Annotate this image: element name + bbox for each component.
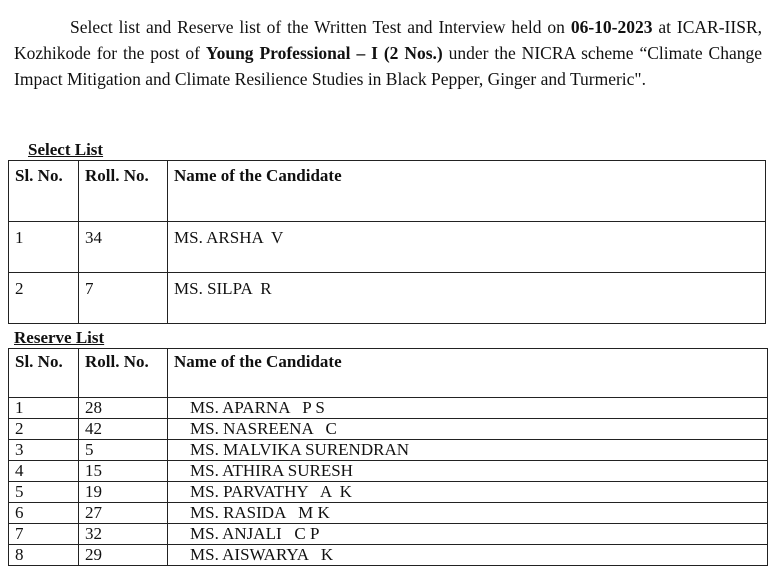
table-row [9,524,768,545]
cell-roll: 29 [79,545,168,566]
table-row [9,398,768,419]
cell-name: MS. ATHIRA SURESH [168,461,768,482]
cell-sl: 6 [9,503,79,524]
cell-name: MS. ARSHA V [168,222,766,273]
select-header-row [9,161,766,222]
cell-sl: 2 [9,419,79,440]
cell-name: MS. RASIDA M K [168,503,768,524]
reserve-list-caption: Reserve List [14,328,105,347]
table-row [9,482,768,503]
cell-roll: 5 [79,440,168,461]
table-row [9,222,766,273]
header-candidate-name: Name of the Candidate [168,349,768,398]
cell-sl: 1 [9,398,79,419]
reserve-list-table [8,348,768,566]
cell-roll: 27 [79,503,168,524]
cell-name: MS. SILPA R [168,273,766,324]
cell-name: MS. ANJALI C P [168,524,768,545]
reserve-header-row [9,349,768,398]
select-list-caption: Select List [28,140,104,159]
cell-sl: 1 [9,222,79,273]
header-sl-no: Sl. No. [9,161,79,222]
table-row [9,419,768,440]
header-roll-no: Roll. No. [79,161,168,222]
cell-roll: 32 [79,524,168,545]
table-row [9,503,768,524]
intro-text-3: under the NICRA scheme “Climate Change Impact Mitigation and Climate Resilience Studies in Black Pepper, Ginger and Turmeric". [14,43,763,89]
cell-roll: 28 [79,398,168,419]
header-candidate-name: Name of the Candidate [168,161,766,222]
table-row [9,440,768,461]
header-sl-no: Sl. No. [9,349,79,398]
interview-date: 06-10-2023 [570,17,653,37]
table-row [9,461,768,482]
intro-text-2: at ICAR-IISR, Kozhikode for the post of [14,17,762,63]
intro-text-1: Select list and Reserve list of the Written Test and Interview held on [70,17,571,37]
cell-roll: 7 [79,273,168,324]
post-name: Young Professional – I (2 Nos.) [205,43,443,63]
cell-sl: 2 [9,273,79,324]
cell-name: MS. PARVATHY A K [168,482,768,503]
cell-name: MS. MALVIKA SURENDRAN [168,440,768,461]
header-roll-no: Roll. No. [79,349,168,398]
cell-roll: 42 [79,419,168,440]
cell-sl: 8 [9,545,79,566]
cell-sl: 7 [9,524,79,545]
table-row [9,273,766,324]
select-list-table [8,160,766,324]
intro-paragraph [14,14,762,92]
table-row [9,545,768,566]
cell-sl: 3 [9,440,79,461]
cell-sl: 4 [9,461,79,482]
cell-name: MS. NASREENA C [168,419,768,440]
cell-name: MS. AISWARYA K [168,545,768,566]
cell-roll: 34 [79,222,168,273]
cell-roll: 15 [79,461,168,482]
cell-name: MS. APARNA P S [168,398,768,419]
cell-roll: 19 [79,482,168,503]
cell-sl: 5 [9,482,79,503]
